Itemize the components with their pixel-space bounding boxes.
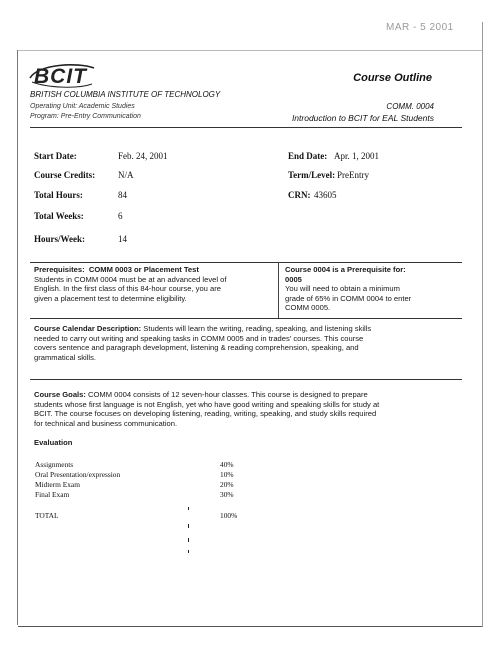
prereq-line: Students in COMM 0004 must be at an advanced level of [34, 274, 227, 284]
header-divider [30, 127, 462, 128]
scan-mark [188, 507, 189, 510]
goals-heading: Course Goals: [34, 390, 86, 399]
eval-total-value: 100% [220, 511, 238, 520]
eval-item-value: 10% [220, 470, 234, 479]
term-level-label: Term/Level: [288, 170, 336, 180]
end-date-value: Apr. 1, 2001 [334, 151, 379, 161]
total-weeks-value: 6 [118, 211, 123, 221]
bcit-logo [28, 62, 98, 92]
course-credits-value: N/A [118, 170, 134, 180]
course-goals [34, 390, 464, 428]
goals-line: students whose first language is not English, yet who have good writing and speaking skills for study at [34, 399, 380, 409]
calendar-description [34, 324, 464, 362]
eval-item-value: 40% [220, 460, 234, 469]
prerequisites-section [34, 265, 276, 303]
prereq-for-line: grade of 65% in COMM 0004 to enter [285, 293, 412, 303]
evaluation-heading-text: Evaluation [34, 438, 73, 447]
left-border-line [17, 50, 18, 625]
prereq-for-line: You will need to obtain a minimum [285, 284, 400, 294]
start-date-label: Start Date: [34, 151, 77, 161]
crn-value: 43605 [314, 190, 337, 200]
course-title: Introduction to BCIT for EAL Students [291, 113, 434, 123]
logo-text: BCIT [34, 65, 87, 88]
calendar-line: needed to carry out writing and speaking tasks in COMM 0005 and in trades' courses. This course [34, 333, 364, 343]
calendar-line: covers sentence and paragraph development, listening & reading comprehension, speaking, and [34, 343, 359, 353]
eval-item-value: 20% [220, 480, 234, 489]
prereq-for-section [285, 265, 457, 313]
crn-label: CRN: [288, 190, 311, 200]
prereq-heading: Prerequisites: [34, 265, 85, 274]
eval-item-value: 30% [220, 490, 234, 499]
hours-per-week-value: 14 [118, 234, 127, 244]
eval-item-label: Oral Presentation/expression [35, 470, 121, 479]
program-name: Program: Pre-Entry Communication [30, 113, 141, 120]
total-hours-value: 84 [118, 190, 127, 200]
prereq-for-heading: Course 0004 is a Prerequisite for: [285, 265, 406, 274]
total-hours-label: Total Hours: [34, 190, 83, 200]
calendar-heading: Course Calendar Description: [34, 324, 142, 333]
calendar-bottom-rule [30, 379, 462, 380]
term-level-value: PreEntry [337, 170, 369, 180]
eval-item-label: Assignments [35, 460, 74, 469]
calendar-line: Students will learn the writing, reading, speaking, and listening skills [141, 324, 372, 333]
bottom-border-line [18, 626, 482, 627]
course-code: COMM. 0004 [386, 102, 434, 111]
prereq-top-rule [30, 262, 462, 263]
goals-line: BCIT. The course focuses on developing listening, reading, writing, speaking, and study skills required [34, 409, 377, 419]
evaluation-heading [34, 438, 72, 448]
document-title: Course Outline [353, 72, 432, 84]
prereq-heading-rest: COMM 0003 or Placement Test [88, 265, 199, 274]
prereq-divider [278, 262, 279, 318]
institution-name: BRITISH COLUMBIA INSTITUTE OF TECHNOLOGY [30, 90, 221, 99]
course-credits-label: Course Credits: [34, 170, 96, 180]
eval-total-label: TOTAL [35, 511, 59, 520]
prereq-for-line: COMM 0005. [285, 303, 331, 313]
prereq-for-course: 0005 [285, 274, 302, 284]
prereq-line: English. In the first class of this 84-hour course, you are [34, 284, 221, 294]
operating-unit: Operating Unit: Academic Studies [30, 103, 135, 110]
goals-line: COMM 0004 consists of 12 seven-hour classes. This course is designed to prepare [85, 390, 368, 399]
scan-mark [188, 550, 189, 553]
total-weeks-label: Total Weeks: [34, 211, 84, 221]
scan-mark [188, 538, 189, 542]
goals-line: for technical and business communication. [34, 418, 178, 428]
start-date-value: Feb. 24, 2001 [118, 151, 168, 161]
top-border-line [18, 50, 482, 51]
eval-item-label: Final Exam [35, 490, 70, 499]
right-border-line [482, 22, 483, 627]
eval-item-label: Midterm Exam [35, 480, 80, 489]
scan-mark [188, 524, 189, 528]
prereq-line: given a placement test to determine eligibility. [34, 293, 187, 303]
hours-per-week-label: Hours/Week: [34, 234, 85, 244]
prereq-bottom-rule [30, 318, 462, 319]
received-date-stamp: MAR - 5 2001 [386, 22, 454, 33]
end-date-label: End Date: [288, 151, 328, 161]
calendar-line: grammatical skills. [34, 352, 97, 362]
